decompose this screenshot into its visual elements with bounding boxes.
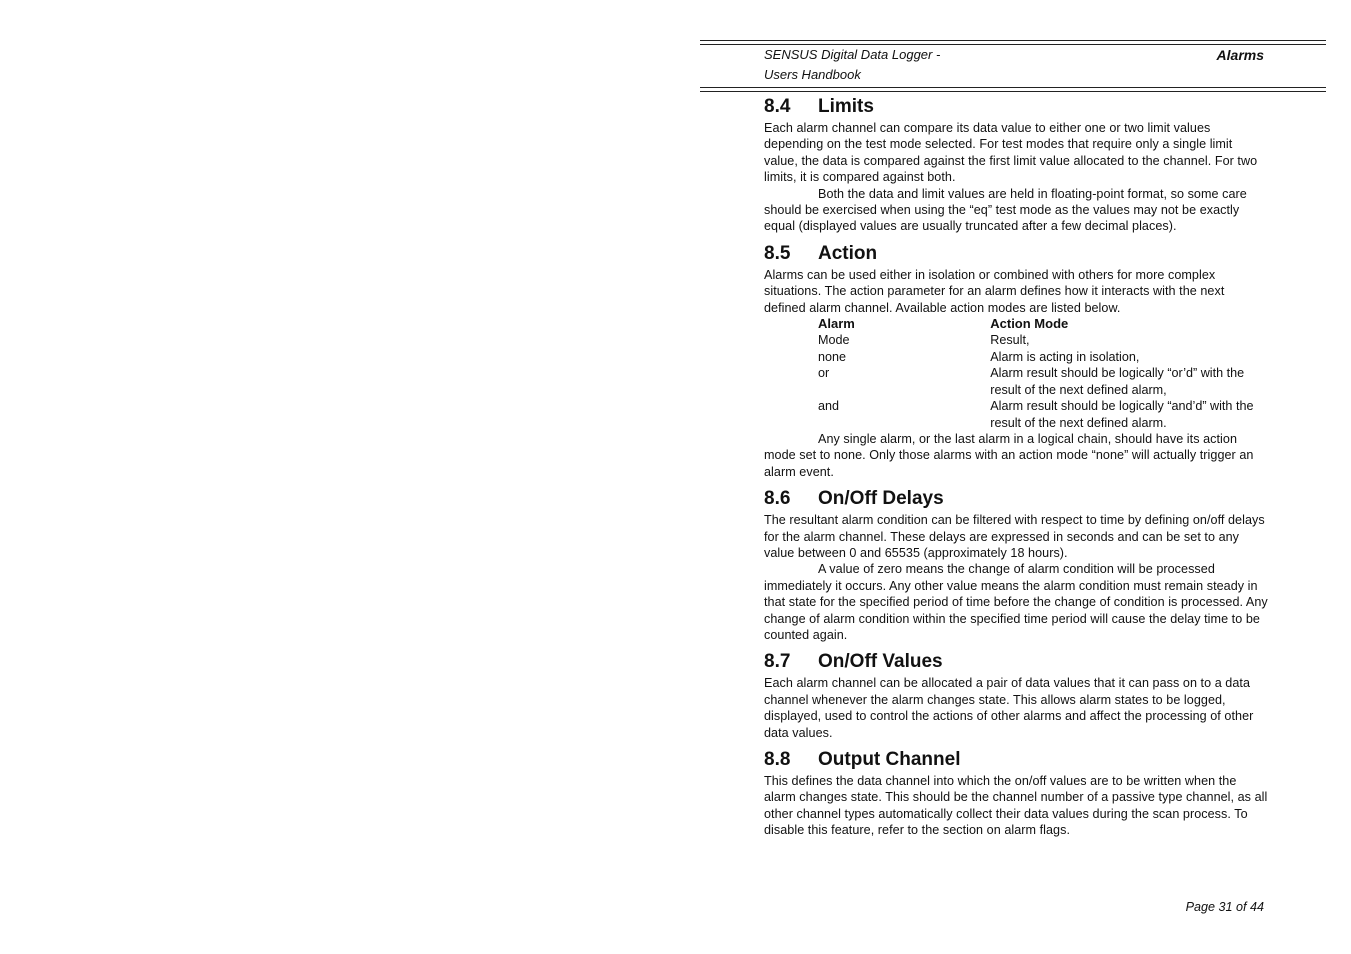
table-row [818,398,1269,431]
section-title: Output Channel [818,749,961,770]
section-on-off-delays [764,486,1269,643]
section-number: 8.7 [764,651,791,673]
paragraph: Both the data and limit values are held in floating-point format, so some care should be exercised when using the “eq” test mode as the values may not be exactly equal (displayed values are usually truncated after a few decimal places). [764,186,1247,234]
section-heading [764,747,1269,773]
section-action [764,241,1269,480]
section-title: On/Off Delays [818,488,944,510]
paragraph: A value of zero means the change of alarm condition will be processed immediately it occurs. Any other value means the alarm condition must remain steady in that state for the specified period of time before the change of condition is processed. Any change of alarm condition within the specified time period will cause the delay time to be counted again. [764,562,1268,642]
section-heading [764,94,1269,120]
table-cell-result: Result, [990,333,1030,348]
table-header-action-mode: Action Mode [990,316,1069,332]
header-rule-top-1 [700,40,1326,41]
page-content [764,94,1269,839]
header-title-line2: Users Handbook [764,67,861,82]
table-row [818,365,1269,398]
action-mode-table [818,316,1269,431]
header-rule-bottom-1 [700,87,1326,88]
section-title: Limits [818,96,874,117]
table-header-alarm: Alarm [818,316,855,332]
paragraph: The resultant alarm condition can be filtered with respect to time by defining on/off delays for the alarm channel. These delays are expressed in seconds and can be set to any value between 0 and 65535 (approximately 18 hours). [764,513,1265,560]
table-cell-mode: Mode [818,333,850,348]
paragraph: This defines the data channel into which the on/off values are to be written when the alarm changes state. This should be the channel number of a passive type channel, as all other channel types automatically collect their data values during the scan process. To disable this feature, refer to the section on alarm flags. [764,774,1268,838]
table-row [818,349,1269,365]
table-cell-result: Alarm is acting in isolation, [990,349,1140,364]
header-rule-bottom-2 [700,91,1326,92]
running-header-chapter: Alarms [1216,47,1264,63]
section-heading [764,241,1269,267]
section-limits [764,94,1269,235]
paragraph: Each alarm channel can be allocated a pair of data values that it can pass on to a data channel whenever the alarm changes state. This allows alarm states to be logged, displayed, used to control the actions of other alarms and affect the processing of other data values. [764,676,1254,740]
section-title: Action [818,242,878,264]
section-heading [764,649,1269,675]
section-output-channel [764,747,1269,839]
table-cell-result: Alarm result should be logically “and’d” with the result of the next defined alarm. [990,399,1254,430]
table-header-row [818,316,1269,332]
table-cell-mode: and [818,399,840,414]
table-cell-result: Alarm result should be logically “or’d” with the result of the next defined alarm, [990,366,1245,397]
page-number: Page 31 of 44 [1185,900,1264,914]
section-number: 8.6 [764,488,791,510]
section-number: 8.4 [764,96,791,117]
paragraph: Any single alarm, or the last alarm in a logical chain, should have its action mode set to none. Only those alarms with an action mode “none” will actually trigger an alarm event. [764,431,1254,479]
section-heading [764,486,1269,512]
running-header-title [764,45,940,85]
section-number: 8.5 [764,242,791,264]
paragraph: Each alarm channel can compare its data value to either one or two limit values depending on the test mode selected. For test modes that require only a single limit value, the data is compared against the first limit value allocated to the channel. For two limits, it is compared against both. [764,121,1258,185]
paragraph: Alarms can be used either in isolation or combined with others for more complex situations. The action parameter for an alarm defines how it interacts with the next defined alarm channel. Available action modes are listed below. [764,267,1225,315]
section-on-off-values [764,649,1269,741]
table-row [818,332,1269,348]
table-cell-mode: or [818,366,830,381]
section-title: On/Off Values [818,651,943,673]
section-number: 8.8 [764,749,791,770]
table-cell-mode: none [818,349,847,364]
header-title-line1: SENSUS Digital Data Logger - [764,47,941,62]
